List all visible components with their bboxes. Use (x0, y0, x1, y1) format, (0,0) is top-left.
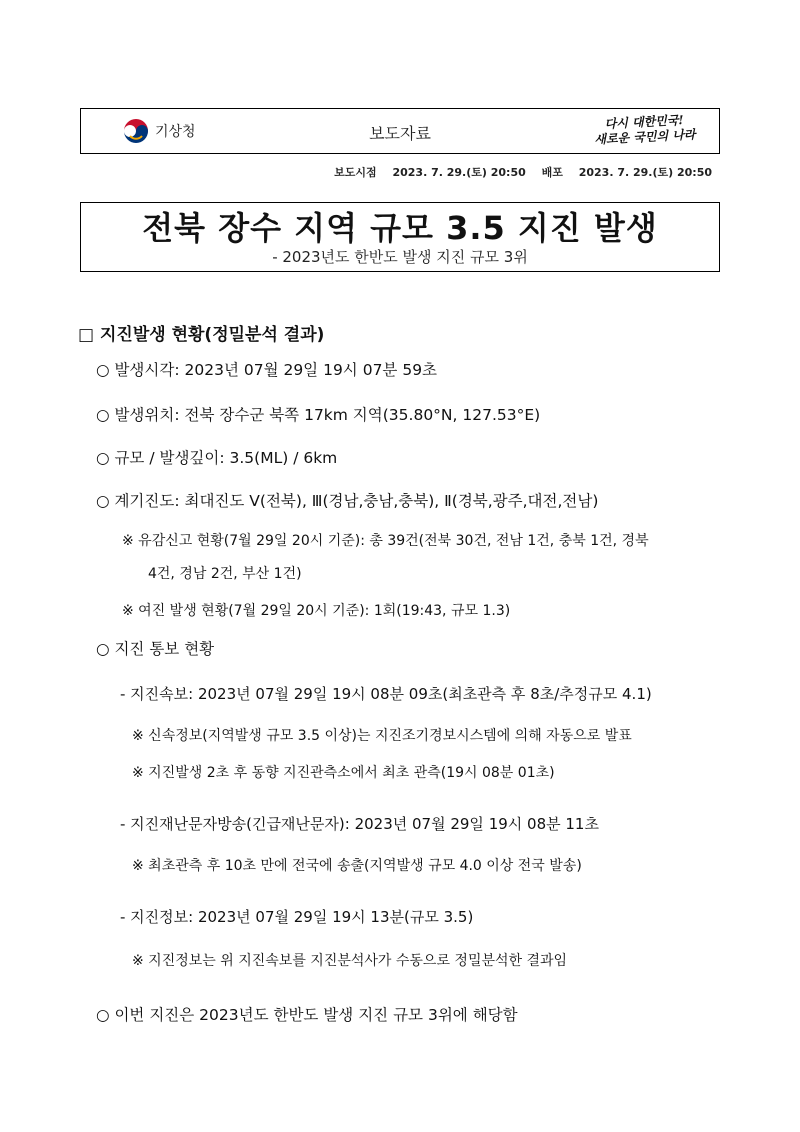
quick-report-note-1: ※ 신속정보(지역발생 규모 3.5 이상)는 지진조기경보시스템에 의해 자동으로 발표 (132, 728, 632, 744)
agency-name: 기상청 (155, 124, 196, 140)
occurrence-location: ○ 발생위치: 전북 장수군 북쪽 17km 지역(35.80°N, 127.53°E) (96, 406, 541, 424)
earthquake-info: - 지진정보: 2023년 07월 29일 19시 13분(규모 3.5) (120, 908, 474, 926)
magnitude-depth: ○ 규모 / 발생깊이: 3.5(ML) / 6km (96, 449, 338, 467)
report-time: 2023. 7. 29.(토) 20:50 (392, 166, 526, 179)
felt-reports-line-2: 4건, 경남 2건, 부산 1건) (148, 566, 302, 582)
section-heading: □ 지진발생 현황(정밀분석 결과) (78, 325, 325, 345)
instrumental-intensity: ○ 계기진도: 최대진도 Ⅴ(전북), Ⅲ(경남,충남,충북), Ⅱ(경북,광주,대전,전남) (96, 492, 599, 510)
slogan (593, 112, 696, 147)
slogan-line-1: 다시 대한민국! (604, 112, 684, 132)
notice-heading: ○ 지진 통보 현황 (96, 640, 215, 658)
earthquake-info-note: ※ 지진정보는 위 지진속보를 지진분석사가 수동으로 정밀분석한 결과임 (132, 953, 568, 969)
main-title: 전북 장수 지역 규모 3.5 지진 발생 (142, 209, 658, 247)
ranking-statement: ○ 이번 지진은 2023년도 한반도 발생 지진 규모 3위에 해당함 (96, 1006, 518, 1024)
slogan-line-2: 새로운 국민의 나라 (593, 127, 696, 147)
title-box (80, 202, 720, 272)
subtitle: - 2023년도 한반도 발생 지진 규모 3위 (272, 248, 528, 266)
report-time-label: 보도시점 (334, 166, 377, 179)
quick-report-note-2: ※ 지진발생 2초 후 동향 지진관측소에서 최초 관측(19시 08분 01초) (132, 765, 555, 781)
occurrence-time: ○ 발생시각: 2023년 07월 29일 19시 07분 59초 (96, 361, 438, 379)
disaster-message-note: ※ 최초관측 후 10초 만에 전국에 송출(지역발생 규모 4.0 이상 전국 발송) (132, 858, 582, 874)
distribution-label: 배포 (541, 166, 563, 179)
quick-report: - 지진속보: 2023년 07월 29일 19시 08분 09초(최초관측 후 8초/추정규모 4.1) (120, 685, 652, 703)
aftershock-status: ※ 여진 발생 현황(7월 29일 20시 기준): 1회(19:43, 규모 1.3) (122, 603, 511, 619)
dateline (322, 164, 712, 180)
header-box (80, 108, 720, 154)
disaster-message: - 지진재난문자방송(긴급재난문자): 2023년 07월 29일 19시 08분 11초 (120, 815, 599, 833)
felt-reports-line-1: ※ 유감신고 현황(7월 29일 20시 기준): 총 39건(전북 30건, 전남 1건, 충북 1건, 경북 (122, 533, 649, 549)
distribution-time: 2023. 7. 29.(토) 20:50 (578, 166, 712, 179)
doc-type-label: 보도자료 (369, 124, 431, 143)
